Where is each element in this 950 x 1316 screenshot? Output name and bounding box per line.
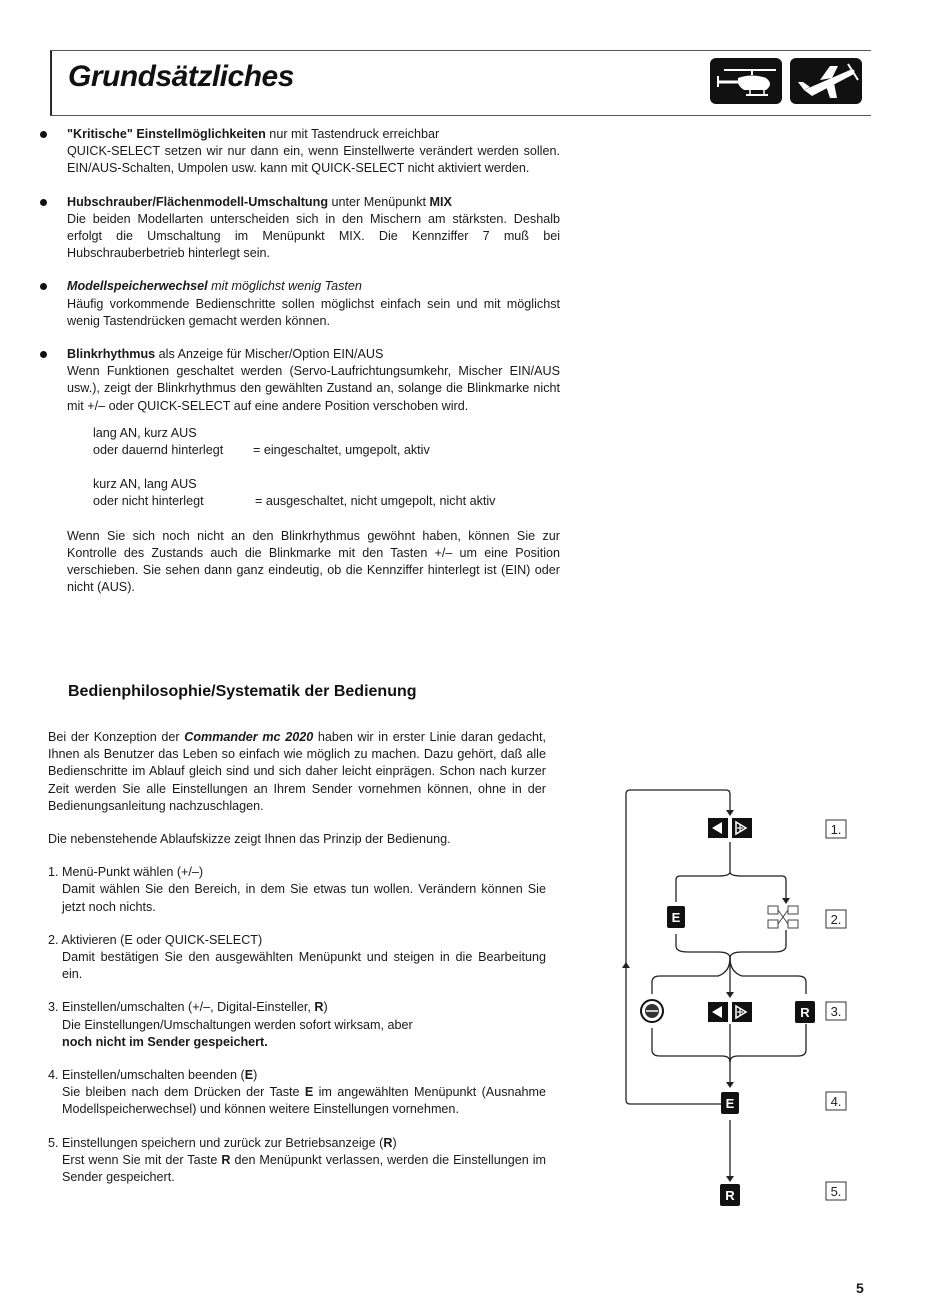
step-head: ) xyxy=(392,1135,397,1150)
step-body: Damit bestätigen Sie den ausgewählten Menüpunkt und steigen in die Bearbeitung ein. xyxy=(62,950,546,982)
state-row xyxy=(66,476,560,510)
r-key-icon xyxy=(795,1001,815,1023)
step-item xyxy=(48,864,546,916)
product-name: Commander mc 2020 xyxy=(184,730,314,744)
intro-paragraph xyxy=(48,729,546,815)
list-item xyxy=(40,194,560,263)
flow-line xyxy=(730,1024,806,1062)
step-head: Einstellen/umschalten beenden ( xyxy=(62,1068,245,1083)
step-number: 4. xyxy=(48,1068,59,1083)
e-key-label: E xyxy=(671,910,681,925)
step-head: ) xyxy=(323,1000,328,1015)
bullet-dot xyxy=(40,199,47,206)
bullet-body: Die beiden Modellarten unterscheiden sich in den Mischern am stärksten. Deshalb erfolgt die Umschaltung im Menüpunkt MIX. Die Kennziffer 7 muß bei Hubschrauberbetrieb hinterlegt sein. xyxy=(67,211,560,261)
e-key-label: E xyxy=(725,1096,735,1111)
step-body: Die Einstellungen/Umschaltungen werden sofort wirksam, aber xyxy=(62,1017,413,1032)
step-body: den Menüpunkt verlassen, werden die Einstellungen im Sender gespeichert. xyxy=(62,1152,546,1185)
flow-line xyxy=(730,930,786,958)
step-label-4: 4. xyxy=(830,1094,842,1109)
e-key-icon xyxy=(667,906,685,928)
step-head: ) xyxy=(253,1068,258,1083)
step-body: im angewählten Menüpunkt (Ausnahme Modellspeicherwechsel) und können weitere Einstellungen vornehmen. xyxy=(62,1085,547,1117)
r-key-label: R xyxy=(800,1005,810,1020)
step-head: Menü-Punkt wählen (+/–) xyxy=(62,865,204,880)
step-key: E xyxy=(304,1085,314,1100)
arrow-head xyxy=(726,1176,734,1182)
list-item xyxy=(40,346,560,415)
digital-adjuster-icon xyxy=(641,1000,663,1022)
bullet-head-bold-2: MIX xyxy=(429,194,452,209)
step-label-5: 5. xyxy=(830,1184,842,1199)
step-label-1: 1. xyxy=(830,822,842,837)
arrow-head xyxy=(782,898,790,904)
plus-minus-keys-icon xyxy=(708,1002,752,1022)
bullet-head-text: unter Menüpunkt xyxy=(328,194,430,209)
bullet-head-bold: Blinkrhythmus xyxy=(67,347,156,362)
intro-text: haben wir in erster Linie daran gedacht, Ihnen als Benutzer das Leben so einfach wie möglich zu machen. Dazu gehört, daß alle Bedienschritte im Ablauf gleich sind und sich daher leicht einprägen. Schon nach kurzer Zeit werden Sie alle Einstellungen an Ihrem Sender vornehmen können, ohne in der Bedienungsanleitung nachzuschlagen. xyxy=(48,730,546,813)
bullet-head-bold: Modellspeicherwechsel xyxy=(67,279,208,294)
arrow-head xyxy=(726,992,734,998)
bullet-dot xyxy=(40,351,47,358)
step-body: Damit wählen Sie den Bereich, in dem Sie etwas tun wollen. Verändern können Sie jetzt noch nichts. xyxy=(62,882,546,914)
state-line-1: lang AN, kurz AUS xyxy=(93,425,197,440)
r-key-icon xyxy=(720,1184,740,1206)
step-key: R xyxy=(314,1000,324,1015)
flow-line xyxy=(652,1028,730,1062)
step-number: 3. xyxy=(48,1000,59,1015)
bullet-head-text: mit möglichst wenig Tasten xyxy=(207,279,362,294)
flow-line xyxy=(730,872,786,898)
quick-select-icon xyxy=(768,906,798,928)
blink-note: Wenn Sie sich noch nicht an den Blinkrhythmus gewöhnt haben, können Sie zur Kontrolle des Zustands auch die Blinkmarke mit den Tasten +/– um eine Position verschieben. Sie sehen dann ganz eindeutig, ob die Kennziffer hinterlegt ist (EIN) oder nicht (AUS). xyxy=(67,528,560,595)
step-item xyxy=(48,1135,546,1187)
state-line-1: kurz AN, lang AUS xyxy=(93,477,197,492)
step-item xyxy=(48,1067,546,1119)
plus-minus-keys-icon xyxy=(708,818,752,838)
page-title: Grundsätzliches xyxy=(68,60,294,93)
step-label-3: 3. xyxy=(830,1004,842,1019)
e-key-icon xyxy=(721,1092,739,1114)
operation-flow-diagram xyxy=(618,780,888,1220)
bullet-body: QUICK-SELECT setzen wir nur dann ein, wenn Einstellwerte verändert werden sollen. EIN/AUS-Schalten, Umpolen usw. kann mit QUICK-SELECT nicht aktiviert werden. xyxy=(67,144,560,176)
bullet-body: Wenn Funktionen geschaltet werden (Servo-Laufrichtungsumkehr, Mischer EIN/AUS usw.), zeigt der Blinkrhythmus den gewählten Zustand an, solange die Blinkmarke nicht mit +/– oder QUICK-SELECT auf eine andere Position verschoben wird. xyxy=(67,364,560,413)
step-body-bold: noch nicht im Sender gespeichert. xyxy=(62,1034,268,1049)
page-number: 5 xyxy=(856,1280,864,1296)
step-head: Einstellen/umschalten (+/–, Digital-Einsteller, xyxy=(62,1000,315,1015)
main-text xyxy=(48,729,546,1202)
intro-text: Bei der Konzeption der xyxy=(48,730,185,744)
airplane-icon xyxy=(790,58,862,104)
step-item xyxy=(48,999,546,1051)
r-key-label: R xyxy=(725,1188,735,1203)
step-label-2: 2. xyxy=(830,912,842,927)
arrow-head xyxy=(726,810,734,816)
bullet-dot xyxy=(40,131,47,138)
state-meaning: = eingeschaltet, umgepolt, aktiv xyxy=(253,443,430,458)
step-body: Erst wenn Sie mit der Taste xyxy=(62,1152,222,1167)
flow-line xyxy=(730,958,806,994)
list-item xyxy=(40,126,560,178)
state-line-2: oder nicht hinterlegt xyxy=(93,494,204,509)
step-number: 2. xyxy=(48,932,59,947)
state-line-2: oder dauernd hinterlegt xyxy=(93,443,224,458)
step-item xyxy=(48,932,546,984)
section-title: Bedienphilosophie/Systematik der Bedienung xyxy=(68,683,417,700)
list-item xyxy=(40,278,560,330)
helicopter-icon xyxy=(710,58,782,104)
step-number: 1. xyxy=(48,865,59,880)
bullet-body: Häufig vorkommende Bedienschritte sollen möglichst einfach sein und mit möglichst wenig Tastendrücken gemacht werden können. xyxy=(67,296,560,328)
flow-line xyxy=(652,958,730,994)
diagram-reference: Die nebenstehende Ablaufskizze zeigt Ihnen das Prinzip der Bedienung. xyxy=(48,832,451,847)
bullet-head-text: als Anzeige für Mischer/Option EIN/AUS xyxy=(155,347,384,362)
flow-line xyxy=(676,934,730,958)
arrow-head xyxy=(622,962,630,968)
arrow-head xyxy=(726,1082,734,1088)
blink-state-table xyxy=(66,425,560,511)
step-head: Aktivieren (E oder QUICK-SELECT) xyxy=(61,932,263,947)
step-key: E xyxy=(244,1068,254,1083)
bullet-head-text: nur mit Tastendruck erreichbar xyxy=(265,127,440,141)
bullet-head-bold: "Kritische" Einstellmöglichkeiten xyxy=(67,127,266,141)
state-meaning: = ausgeschaltet, nicht umgepolt, nicht aktiv xyxy=(255,494,496,509)
feature-list xyxy=(40,126,560,596)
bullet-dot xyxy=(40,283,47,290)
step-number: 5. xyxy=(48,1135,59,1150)
flow-line xyxy=(676,872,730,902)
step-key: R xyxy=(221,1152,231,1167)
bullet-head-bold: Hubschrauber/Flächenmodell-Umschaltung xyxy=(67,194,329,209)
step-body: Sie bleiben nach dem Drücken der Taste xyxy=(62,1085,305,1100)
step-head: Einstellungen speichern und zurück zur Betriebsanzeige ( xyxy=(62,1135,384,1150)
step-key: R xyxy=(383,1135,393,1150)
state-row xyxy=(66,425,560,459)
